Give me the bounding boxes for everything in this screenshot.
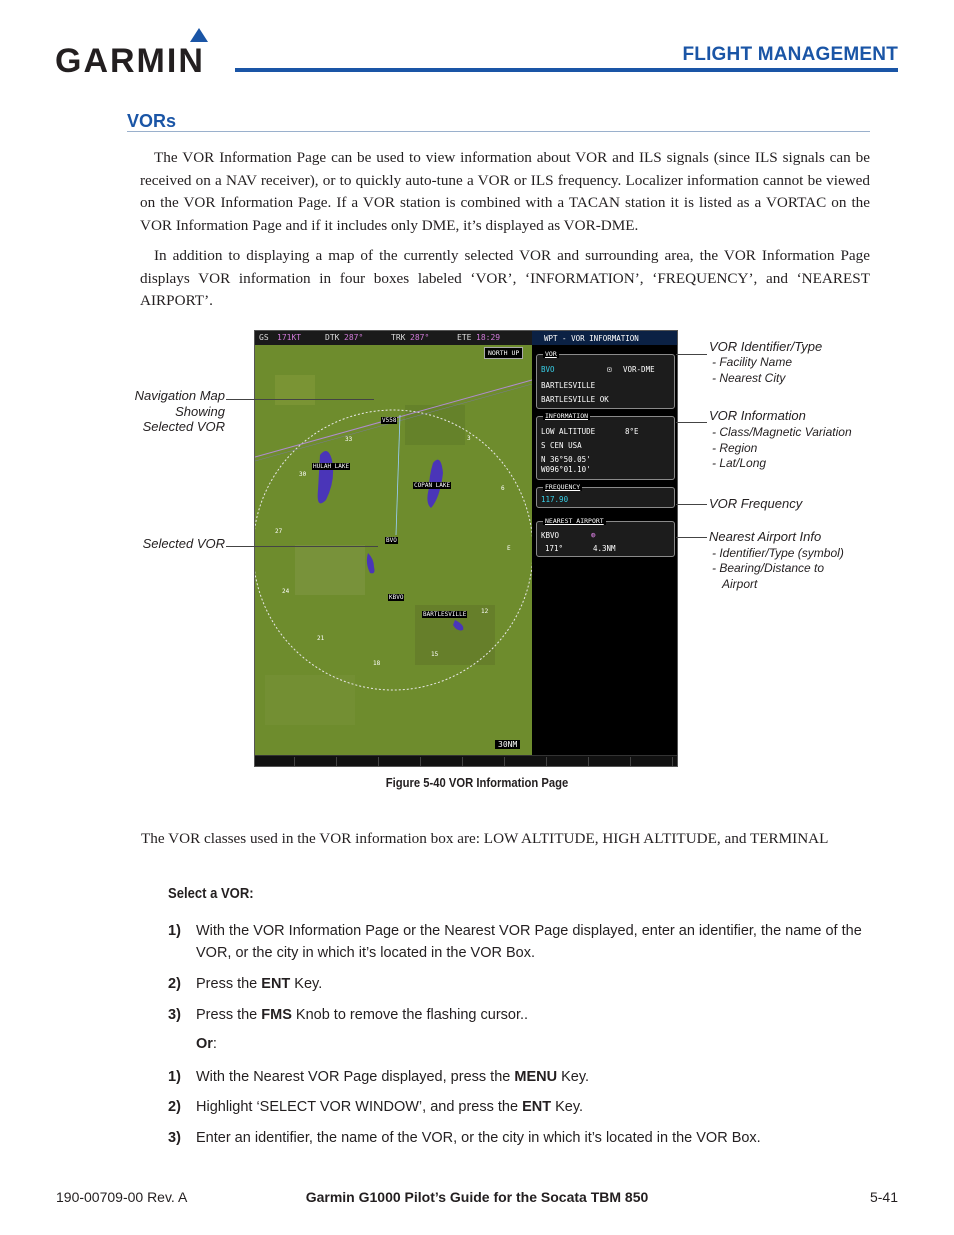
nearest-airport-distance: 4.3NM xyxy=(593,544,616,553)
key-name: FMS xyxy=(261,1007,292,1023)
footer-title: Garmin G1000 Pilot’s Guide for the Socata TBM 850 xyxy=(305,1189,649,1205)
softkey[interactable] xyxy=(591,757,631,767)
logo-text: GARMIN xyxy=(55,42,205,80)
dtk-value: 287° xyxy=(344,333,364,342)
gs-value: 171KT xyxy=(277,333,302,342)
step-number: 2) xyxy=(168,976,181,992)
paragraph-boxes: In addition to displaying a map of the currently selected VOR and surrounding area, the VOR Information Page displays VOR information in four boxes labeled ‘VOR’, ‘INFORMATION’, ‘FREQUENCY’, and ‘NEAREST AIRPORT’. xyxy=(140,247,870,309)
footer-document-number: 190-00709-00 Rev. A xyxy=(56,1189,188,1205)
nearest-airport-identifier[interactable]: KBVO xyxy=(541,531,560,540)
callout-identifier-type: - Identifier/Type (symbol) xyxy=(712,546,844,560)
vor-longitude: W096°01.10' xyxy=(541,465,591,474)
vor-class: LOW ALTITUDE xyxy=(541,427,596,436)
callout-facility-name: - Facility Name xyxy=(712,355,793,369)
header-divider xyxy=(235,68,898,72)
callout-vor-identifier: VOR Identifier/Type xyxy=(709,339,823,354)
softkey[interactable] xyxy=(297,757,337,767)
step-text: With the VOR Information Page or the Nearest VOR Page displayed, enter an identifier, the name of the VOR, or the city in which it’s located in the VOR Box. xyxy=(196,923,862,961)
page-title-bar: WPT - VOR INFORMATION xyxy=(532,331,678,345)
ete-value: 18:29 xyxy=(476,333,501,342)
information-box xyxy=(536,412,675,480)
vor-facility-name[interactable]: BARTLESVILLE xyxy=(541,381,596,390)
step-text: Press the FMS Knob to remove the flashing cursor.. xyxy=(196,1007,529,1023)
compass-tick-label: 27 xyxy=(275,528,283,535)
callout-vor-information: VOR Information xyxy=(709,408,806,423)
vor-information-page-screenshot xyxy=(254,330,678,767)
vor-box-header: VOR xyxy=(545,350,557,358)
callout-line: Selected VOR xyxy=(142,419,225,434)
lake-label-hulah: HULAH LAKE xyxy=(313,463,350,470)
callout-navigation-map xyxy=(100,388,225,435)
callout-class-variation: - Class/Magnetic Variation xyxy=(712,425,852,439)
compass-tick-label: 33 xyxy=(345,436,353,443)
vor-city[interactable]: BARTLESVILLE OK xyxy=(541,395,609,404)
callout-nearest-airport: Nearest Airport Info xyxy=(709,529,822,544)
airport-label-kbvo: KBVO xyxy=(389,594,404,601)
compass-tick-label: 6 xyxy=(501,485,505,492)
or-separator: Or: xyxy=(196,1036,217,1052)
chapter-title: FLIGHT MANAGEMENT xyxy=(682,44,898,65)
map-range-indicator[interactable]: 30NM xyxy=(495,740,520,749)
frequency-box-header: FREQUENCY xyxy=(545,483,581,491)
callout-lat-long: - Lat/Long xyxy=(712,456,767,470)
compass-tick-label: 18 xyxy=(373,660,381,667)
nearest-airport-header: NEAREST AIRPORT xyxy=(545,517,604,525)
information-box-header: INFORMATION xyxy=(545,412,589,420)
compass-tick-label: 24 xyxy=(282,588,290,595)
vor-symbol-icon: ⊡ xyxy=(607,365,612,374)
compass-tick-label: 15 xyxy=(431,651,439,658)
garmin-delta-icon xyxy=(190,28,208,42)
callout-line: Navigation Map xyxy=(134,388,225,403)
softkey[interactable] xyxy=(465,757,505,767)
callout-vor-frequency: VOR Frequency xyxy=(709,496,803,511)
key-name: ENT xyxy=(261,976,291,992)
callout-leader xyxy=(226,546,378,547)
step-text: Press the ENT Key. xyxy=(196,976,323,992)
lake-label-copan: COPAN LAKE xyxy=(414,482,451,489)
step-text: Enter an identifier, the name of the VOR, or the city in which it’s located in the VOR Box. xyxy=(196,1130,761,1146)
compass-tick-label: E xyxy=(507,545,511,552)
map-orientation-label[interactable]: NORTH UP xyxy=(484,347,523,359)
callout-airport: Airport xyxy=(722,577,758,591)
step-text: Highlight ‘SELECT VOR WINDOW’, and press the ENT Key. xyxy=(196,1099,584,1115)
figure-caption: Figure 5-40 VOR Information Page xyxy=(385,776,569,790)
frequency-box[interactable] xyxy=(536,483,675,508)
gs-label: GS xyxy=(259,333,269,342)
softkey[interactable] xyxy=(633,757,673,767)
map-terrain xyxy=(255,345,532,755)
softkey[interactable] xyxy=(381,757,421,767)
step-number: 3) xyxy=(168,1007,181,1023)
vor-region: S CEN USA xyxy=(541,441,582,450)
compass-tick-label: 30 xyxy=(299,471,307,478)
airway-label: V558 xyxy=(382,417,397,424)
callout-leader xyxy=(676,537,707,538)
callout-region: - Region xyxy=(712,441,758,455)
vor-box[interactable] xyxy=(536,350,675,409)
vor-latitude: N 36°50.05' xyxy=(541,455,591,464)
callout-bearing-distance: - Bearing/Distance to xyxy=(712,561,825,575)
vor-identifier[interactable]: BVO xyxy=(541,365,555,374)
ete-label: ETE xyxy=(457,333,472,342)
dtk-label: DTK xyxy=(325,333,340,342)
compass-tick-label: 21 xyxy=(317,635,325,642)
trk-value: 287° xyxy=(410,333,430,342)
callout-selected-vor: Selected VOR xyxy=(142,536,225,551)
procedure-title: Select a VOR: xyxy=(168,886,254,902)
softkey[interactable] xyxy=(339,757,379,767)
softkey-bar xyxy=(255,755,678,767)
softkey[interactable] xyxy=(507,757,547,767)
footer-page-number: 5-41 xyxy=(869,1189,898,1205)
nearest-airport-box[interactable] xyxy=(536,517,675,557)
nearest-airport-bearing: 171° xyxy=(545,544,564,553)
magnetic-variation: 8°E xyxy=(625,427,639,436)
key-name: MENU xyxy=(514,1069,558,1085)
callout-leader xyxy=(676,504,707,505)
callout-leader xyxy=(676,422,707,423)
paragraph-intro: The VOR Information Page can be used to view information about VOR and ILS signals (since ILS signals can be received on a NAV receiver), or to quickly auto-tune a VOR or ILS frequency. Localizer information cannot be viewed on the VOR Information Page. If a VOR station is combined with a TACAN station it is listed as a VORTAC on the VOR Information Page and if it includes only DME, it’s displayed as VOR-DME. xyxy=(140,149,870,234)
city-label-bartlesville: BARTLESVILLE xyxy=(423,611,467,618)
compass-tick-label: 12 xyxy=(481,608,489,615)
vor-type: VOR-DME xyxy=(623,365,655,374)
softkey[interactable] xyxy=(423,757,463,767)
airport-symbol-icon: ◍ xyxy=(591,530,596,539)
compass-tick-label: 3 xyxy=(467,435,471,442)
callout-line: Showing xyxy=(175,403,225,419)
garmin-logo xyxy=(55,28,220,78)
step-number: 2) xyxy=(168,1099,181,1115)
step-text: With the Nearest VOR Page displayed, press the MENU Key. xyxy=(196,1069,590,1085)
callout-nearest-city: - Nearest City xyxy=(712,371,786,385)
callout-leader xyxy=(226,399,374,400)
step-number: 1) xyxy=(168,923,181,939)
vor-frequency[interactable]: 117.90 xyxy=(541,495,569,504)
key-name: ENT xyxy=(522,1099,552,1115)
trk-label: TRK xyxy=(391,333,406,342)
softkey[interactable] xyxy=(549,757,589,767)
callout-leader xyxy=(676,354,707,355)
softkey[interactable] xyxy=(255,757,295,767)
step-number: 1) xyxy=(168,1069,181,1085)
section-title: VORs xyxy=(127,111,177,131)
info-panel xyxy=(532,345,678,755)
procedure-step xyxy=(168,920,870,964)
paragraph-vor-classes: The VOR classes used in the VOR information box are: LOW ALTITUDE, HIGH ALTITUDE, and TERMINAL xyxy=(141,830,829,847)
section-divider xyxy=(127,131,870,132)
vor-label-bvo: BVO xyxy=(386,537,397,544)
step-number: 3) xyxy=(168,1130,181,1146)
navigation-map[interactable] xyxy=(255,345,532,755)
